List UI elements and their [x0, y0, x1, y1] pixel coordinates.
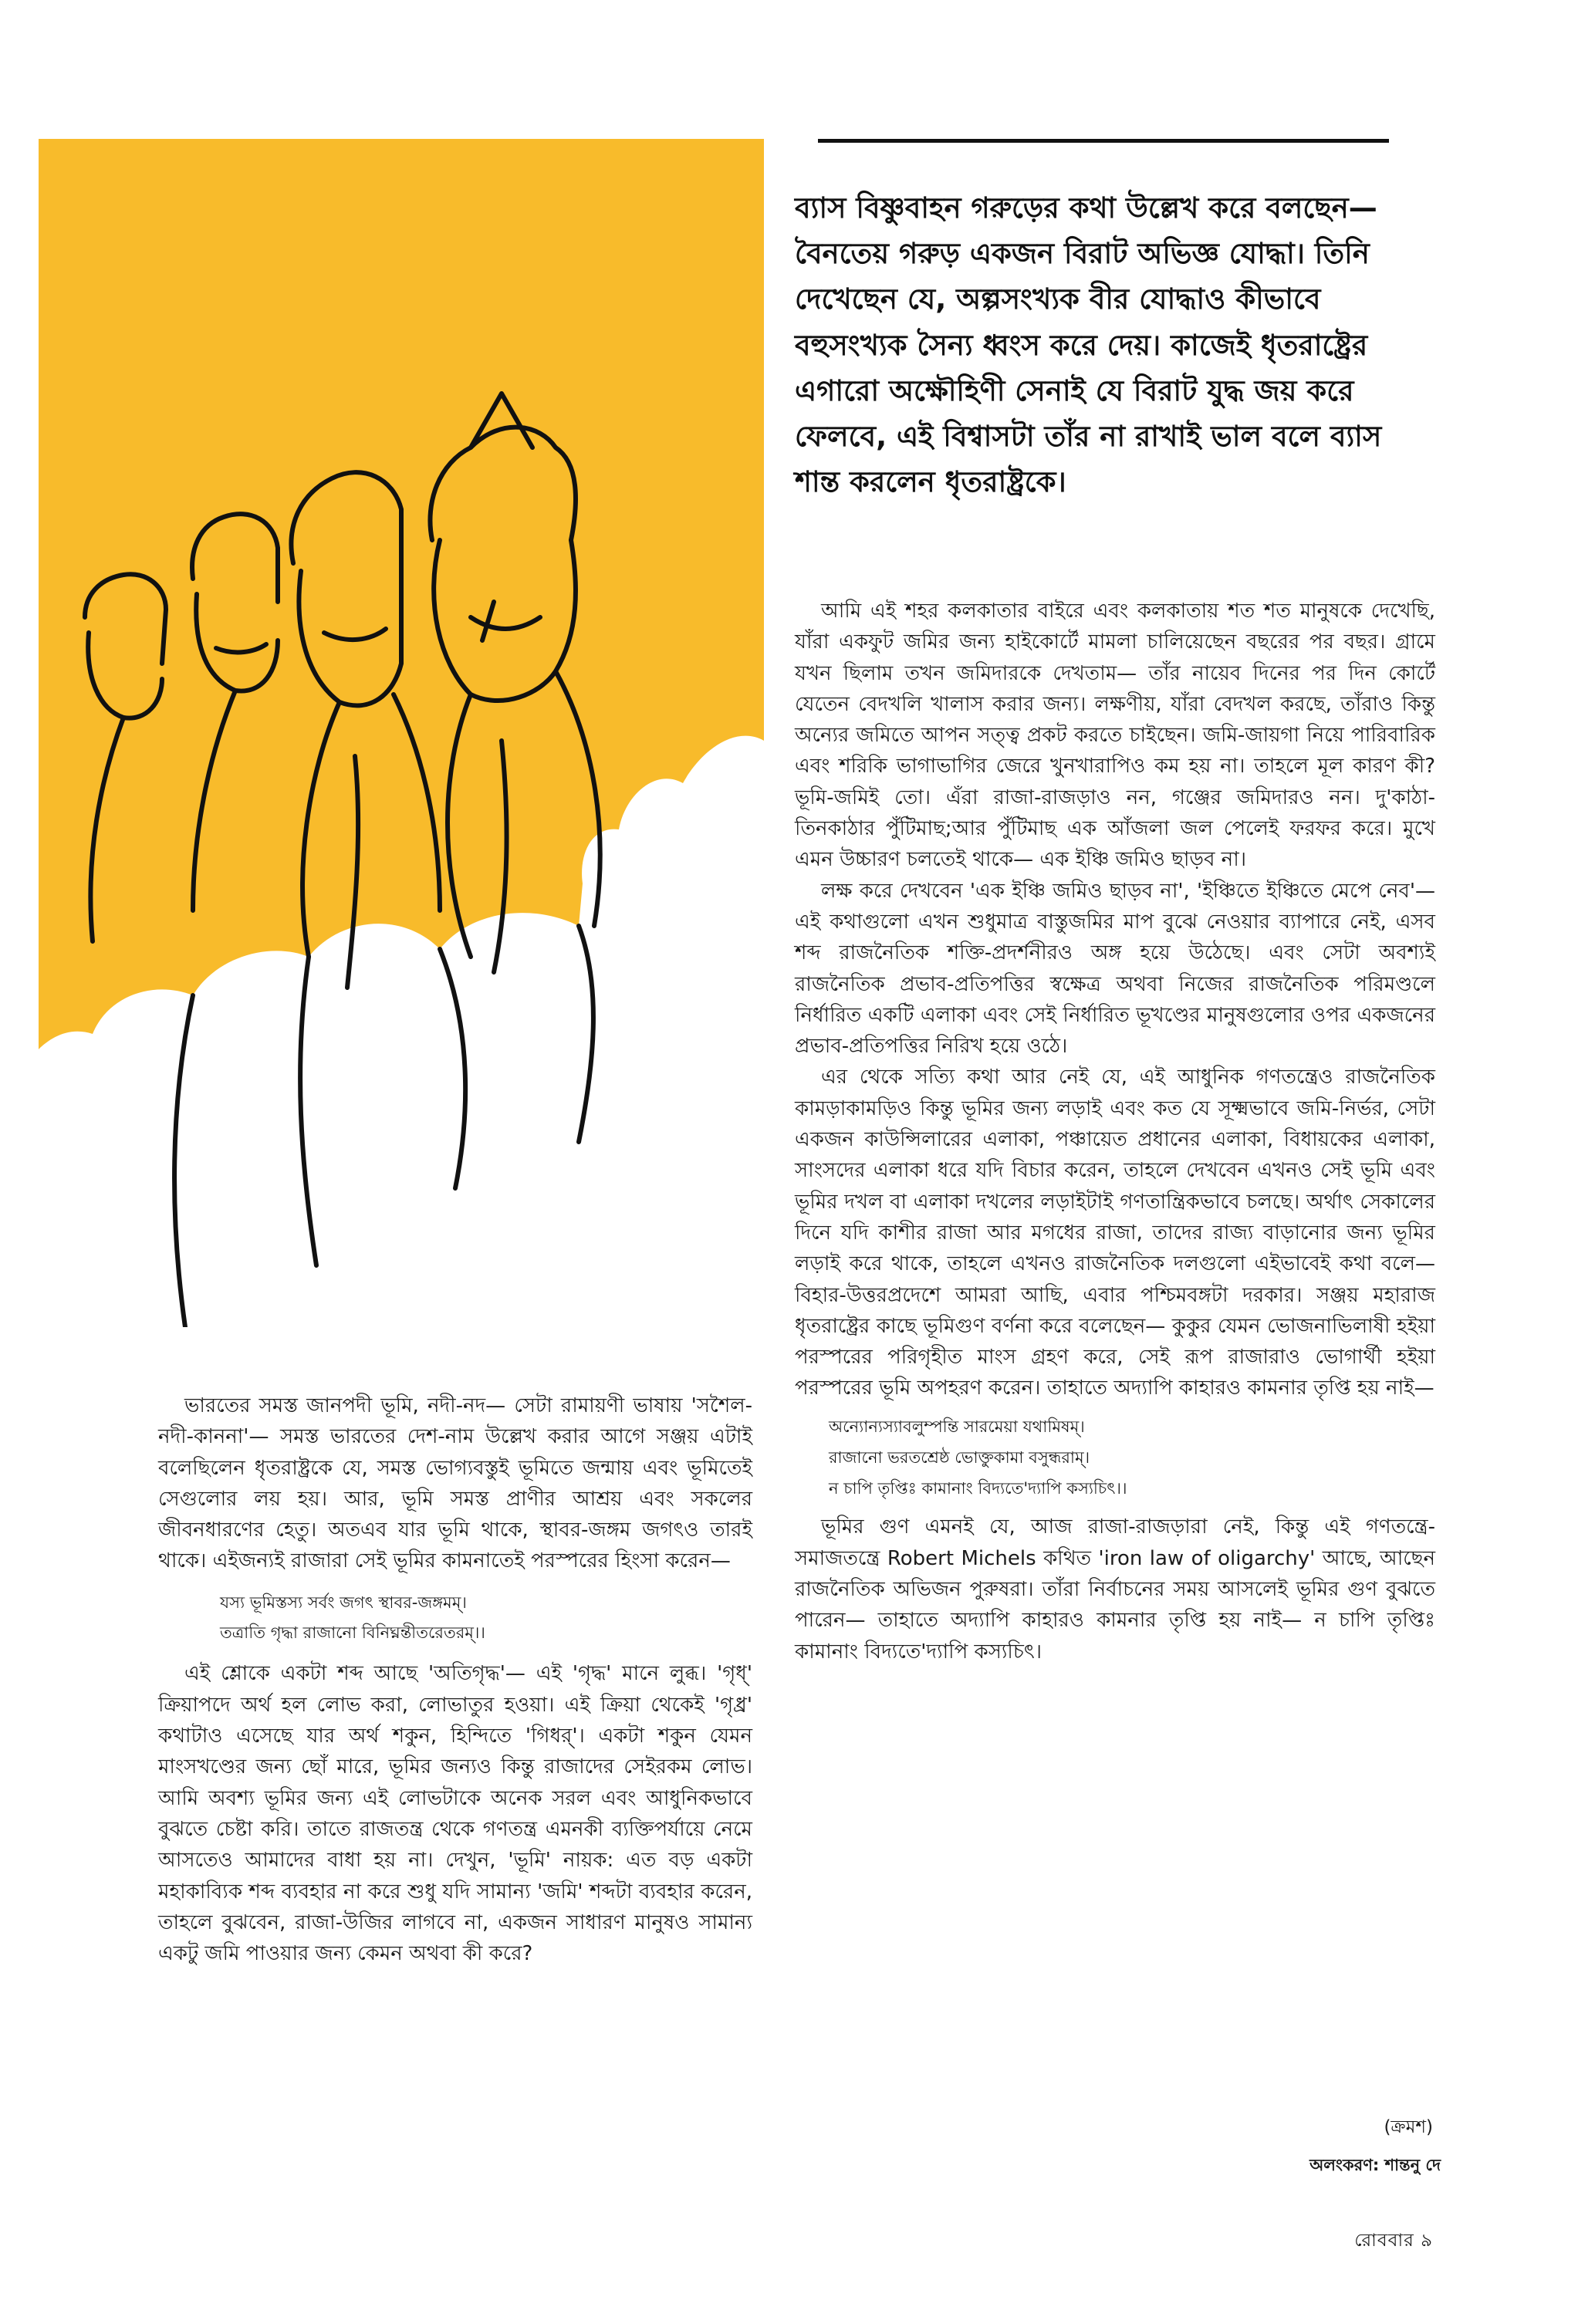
verse-line: তত্রাতি গৃদ্ধা রাজানো বিনিঘ্নন্তীতরেতরম্।।	[220, 1623, 485, 1642]
pull-quote-text: ব্যাস বিষ্ণুবাহন গরুড়ের কথা উল্লেখ করে বলছেন— বৈনতেয় গরুড় একজন বিরাট অভিজ্ঞ যোদ্ধা। তিনি দেখেছেন যে, অল্পসংখ্যক বীর যোদ্ধাও কীভাবে বহুসংখ্যক সৈন্য ধ্বংস করে দেয়। কাজেই ধৃতরাষ্ট্রের এগারো অক্ষৌহিণী সেনাই যে বিরাট যুদ্ধ জয় করে ফেলবে, এই বিশ্বাসটা তাঁর না রাখাই ভাল বলে ব্যাস শান্ত করলেন ধৃতরাষ্ট্রকে।	[795, 191, 1382, 499]
verse-line: যস্য ভূমিস্তস্য সর্বং জগৎ স্থাবর-জঙ্গমম্।	[220, 1593, 467, 1612]
paragraph: ভারতের সমস্ত জানপদী ভূমি, নদী-নদ— সেটা রামায়ণী ভাষায় 'সশৈল-নদী-কাননা'— সমস্ত ভারতের দেশ-নাম উল্লেখ করার আগে সঞ্জয় এটাই বলেছিলেন ধৃতরাষ্ট্রকে যে, সমস্ত ভোগ্যবস্তুই ভূমিতে জন্মায় এবং ভূমিতেই সেগুলোর লয় হয়। আর, ভূমি সমস্ত প্রাণীর আশ্রয় এবং সকলের জীবনধারণের হেতু। অতএব যার ভূমি থাকে, স্থাবর-জঙ্গম জগৎও তারই থাকে। এইজন্যই রাজারা সেই ভূমির কামনাতেই পরস্পরের হিংসা করেন—	[158, 1394, 752, 1573]
article-column-left	[158, 1390, 752, 1969]
continued-marker: (ক্রমশ)	[1384, 2117, 1433, 2137]
verse-line: অন্যোন্যস্যাবলুম্পন্তি সারমেয়া যথামিষম্।	[829, 1417, 1085, 1436]
verse-line: ন চাপি তৃপ্তিঃ কামানাং বিদ্যতে'দ্যাপি কস্যচিৎ।।	[829, 1478, 1127, 1498]
verse-line: রাজানো ভরতশ্রেষ্ঠ ভোক্তুকামা বসুন্ধরাম্।	[829, 1447, 1090, 1467]
illustration-credit: অলংকরণ: শান্তনু দে	[1309, 2156, 1441, 2174]
paragraph: ভূমির গুণ এমনই যে, আজ রাজা-রাজড়ারা নেই, কিন্তু এই গণতন্ত্রে-সমাজতন্ত্রে Robert Michels কথিত 'iron law of oligarchy' আছে, আছেন রাজনৈতিক অভিজন পুরুষরা। তাঁরা নির্বাচনের সময় আসলেই ভূমির গুণ বুঝতে পারেন— তাহাতে অদ্যাপি কাহারও কামনার তৃপ্তি হয় নাই— ন চাপি তৃপ্তিঃ কামানাং বিদ্যতে'দ্যাপি কস্যচিৎ।	[795, 1515, 1435, 1664]
sanskrit-verse	[829, 1412, 1435, 1505]
top-rule	[818, 139, 1389, 143]
page-folio: রোববার ৯	[1354, 2231, 1433, 2251]
paragraph: এই শ্লোকে একটা শব্দ আছে 'অতিগৃদ্ধ'— এই 'গৃদ্ধ' মানে লুব্ধ। 'গৃধ্' ক্রিয়াপদে অর্থ হল লোভ করা, লোভাতুর হওয়া। এই ক্রিয়া থেকেই 'গৃধ্র' কথাটাও এসেছে যার অর্থ শকুন, হিন্দিতে 'গিধর্'। একটা শকুন যেমন মাংসখণ্ডের জন্য ছোঁ মারে, ভূমির জন্যও কিন্তু রাজাদের সেইরকম লোভ। আমি অবশ্য ভূমির জন্য এই লোভটাকে অনেক সরল এবং আধুনিকভাবে বুঝতে চেষ্টা করি। তাতে রাজতন্ত্র থেকে গণতন্ত্র এমনকী ব্যক্তিপর্যায়ে নেমে আসতেও আমাদের বাধা হয় না। দেখুন, 'ভূমি' নায়ক: এত বড় একটা মহাকাব্যিক শব্দ ব্যবহার না করে শুধু যদি সামান্য 'জমি' শব্দটা ব্যবহার করেন, তাহলে বুঝবেন, রাজা-উজির লাগবে না, একজন সাধারণ মানুষও সামান্য একটু জমি পাওয়ার জন্য কেমন অথবা কী করে?	[158, 1662, 752, 1966]
pull-quote	[795, 185, 1435, 505]
article-column-right	[795, 596, 1435, 1667]
paragraph: লক্ষ করে দেখবেন 'এক ইঞ্চি জমিও ছাড়ব না', 'ইঞ্চিতে ইঞ্চিতে মেপে নেব'— এই কথাগুলো এখন শুধুমাত্র বাস্তুজমির মাপ বুঝে নেওয়ার ব্যাপারে নেই, এসব শব্দ রাজনৈতিক শক্তি-প্রদর্শনীরও অঙ্গ হয়ে উঠেছে। এবং সেটা অবশ্যই রাজনৈতিক প্রভাব-প্রতিপত্তির স্বক্ষেত্র অথবা নিজের রাজনৈতিক পরিমণ্ডলে নির্ধারিত একটি এলাকা এবং সেই নির্ধারিত ভূখণ্ডের মানুষগুলোর ওপর একজনের প্রভাব-প্রতিপত্তির নিরিখ হয়ে ওঠে।	[795, 879, 1435, 1059]
warriors-illustration	[39, 139, 764, 1327]
paragraph: আমি এই শহর কলকাতার বাইরে এবং কলকাতায় শত শত মানুষকে দেখেছি, যাঁরা একফুট জমির জন্য হাইকোর্টে মামলা চালিয়েছেন বছরের পর বছর। গ্রামে যখন ছিলাম তখন জমিদারকে দেখতাম— তাঁর নায়েব দিনের পর দিন কোর্টে যেতেন বেদখলি খালাস করার জন্য। লক্ষণীয়, যাঁরা বেদখল করছে, তাঁরাও কিন্তু অন্যের জমিতে আপন সত্ত্ব প্রকট করতে চাইছেন। জমি-জায়গা নিয়ে পারিবারিক এবং শরিকি ভাগাভাগির জেরে খুনখারাপিও কম হয় না। তাহলে মূল কারণ কী? ভূমি-জমিই তো। এঁরা রাজা-রাজড়াও নন, গঞ্জের জমিদারও নন। দু'কাঠা-তিনকাঠার পুঁটিমাছ;আর পুঁটিমাছ এক আঁজলা জল পেলেই ফরফর করে। মুখে এমন উচ্চারণ চলতেই থাকে— এক ইঞ্চি জমিও ছাড়ব না।	[795, 600, 1435, 872]
sanskrit-verse	[220, 1588, 752, 1648]
paragraph: এর থেকে সত্যি কথা আর নেই যে, এই আধুনিক গণতন্ত্রেও রাজনৈতিক কামড়াকামড়িও কিন্তু ভূমির জন্য লড়াই এবং কত যে সূক্ষ্মভাবে জমি-নির্ভর, সেটা একজন কাউন্সিলারের এলাকা, পঞ্চায়েত প্রধানের এলাকা, বিধায়কের এলাকা, সাংসদের এলাকা ধরে যদি বিচার করেন, তাহলে দেখবেন এখনও সেই ভূমি এবং ভূমির দখল বা এলাকা দখলের লড়াইটাই গণতান্ত্রিকভাবে চলছে। অর্থাৎ সেকালের দিনে যদি কাশীর রাজা আর মগধের রাজা, তাদের রাজ্য বাড়ানোর জন্য ভূমির লড়াই করে থাকে, তাহলে এখনও রাজনৈতিক দলগুলো এইভাবেই কথা বলে— বিহার-উত্তরপ্রদেশে আমরা আছি, এবার পশ্চিমবঙ্গটা দরকার। সঞ্জয় মহারাজ ধৃতরাষ্ট্রের কাছে ভূমিগুণ বর্ণনা করে বলেছেন— কুকুর যেমন ভোজনাভিলাষী হইয়া পরস্পরের পরিগৃহীত মাংস গ্রহণ করে, সেই রূপ রাজারাও ভোগার্থী হইয়া পরস্পরের ভূমি অপহরণ করেন। তাহাতে অদ্যাপি কাহারও কামনার তৃপ্তি হয় নাই—	[795, 1066, 1435, 1400]
